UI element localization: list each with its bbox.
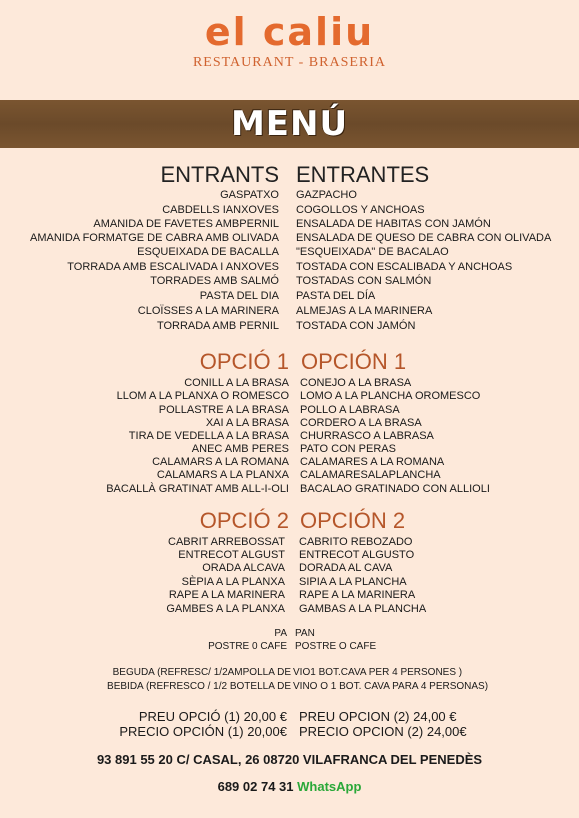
item-catalan: AMANIDA DE FAVETES AMBPERNIL [93, 218, 279, 230]
heading-catalan: OPCIÓ 1 [199, 349, 289, 374]
item-spanish: ENSALADA DE QUESO DE CABRA CON OLIVADA [296, 232, 552, 244]
list-item [0, 561, 579, 575]
mobile-number: 689 02 74 31 [217, 779, 294, 794]
item-catalan: POLLASTRE A LA BRASA [158, 404, 289, 416]
item-spanish: CALAMARES A LA ROMANA [300, 456, 445, 468]
item-spanish: PAN [295, 628, 315, 639]
item-catalan: GAMBES A LA PLANXA [166, 603, 285, 615]
item-spanish: PASTA DEL DÍA [296, 290, 376, 302]
item-spanish: SIPIA A LA PLANCHA [299, 576, 407, 588]
item-spanish: TOSTADA CON ESCALIBADA Y ANCHOAS [296, 261, 513, 273]
list-item [0, 602, 579, 616]
item-catalan: AMANIDA FORMATGE DE CABRA AMB OLIVADA [30, 232, 279, 244]
item-catalan: CONILL A LA BRASA [184, 377, 289, 389]
item-catalan: CALAMARS A LA ROMANA [152, 456, 289, 468]
item-catalan: BEGUDA (REFRESC/ 1/2AMPOLLA DE [112, 667, 291, 678]
option2-heading [0, 508, 579, 534]
item-spanish: BACALAO GRATINADO CON ALLIOLI [300, 483, 490, 495]
item-spanish: LOMO A LA PLANCHA OROMESCO [300, 390, 481, 402]
price-option1: PRECIO OPCIÓN (1) 20,00€ [119, 724, 287, 739]
list-item [0, 403, 579, 417]
item-spanish: VIO1 BOT.CAVA PER 4 PERSONES ) [293, 667, 463, 678]
item-spanish: ENSALADA DE HABITAS CON JAMÓN [296, 218, 491, 230]
price-row [0, 709, 579, 725]
item-spanish: DORADA AL CAVA [299, 562, 393, 574]
item-catalan: TORRADES AMB SALMÓ [150, 275, 279, 287]
item-spanish: COGOLLOS Y ANCHOAS [296, 204, 425, 216]
list-item [0, 376, 579, 390]
price-row [0, 724, 579, 740]
list-item [0, 231, 579, 245]
item-catalan: CALAMARS A LA PLANXA [156, 469, 289, 481]
list-item [0, 680, 579, 694]
item-catalan: CLOÏSSES A LA MARINERA [137, 305, 279, 317]
heading-spanish: ENTRANTES [296, 162, 430, 187]
list-item [0, 468, 579, 482]
item-spanish: GAZPACHO [296, 189, 357, 201]
list-item [0, 442, 579, 456]
list-item [0, 289, 579, 303]
list-item [0, 203, 579, 217]
item-spanish: "ESQUEIXADA" DE BACALAO [296, 246, 449, 258]
item-catalan: TORRADA AMB PERNIL [156, 320, 279, 332]
item-spanish: RAPE A LA MARINERA [299, 589, 416, 601]
list-item [0, 217, 579, 231]
item-catalan: CABRIT ARREBOSSAT [168, 536, 285, 548]
list-item [0, 188, 579, 202]
option1-heading [0, 349, 579, 375]
list-item [0, 416, 579, 430]
item-spanish: PATO CON PERAS [300, 443, 396, 455]
item-spanish: ENTRECOT ALGUSTO [299, 549, 415, 561]
list-item [0, 304, 579, 318]
list-item [0, 429, 579, 443]
item-catalan: ANEC AMB PERES [191, 443, 289, 455]
item-catalan: TORRADA AMB ESCALIVADA I ANXOVES [67, 261, 279, 273]
item-spanish: CALAMARESALAPLANCHA [300, 469, 441, 481]
item-spanish: CORDERO A LA BRASA [300, 417, 422, 429]
item-catalan: SÈPIA A LA PLANXA [181, 576, 285, 588]
item-spanish: ALMEJAS A LA MARINERA [296, 305, 433, 317]
item-catalan: ENTRECOT ALGUST [178, 549, 285, 561]
list-item [0, 627, 579, 641]
item-catalan: BACALLÀ GRATINAT AMB ALL-I-OLI [106, 483, 289, 495]
restaurant-logo [0, 10, 579, 71]
heading-catalan: OPCIÓ 2 [199, 508, 289, 533]
item-catalan: GASPATXO [220, 189, 279, 201]
heading-spanish: OPCIÓN 2 [300, 508, 406, 533]
item-catalan: ORADA ALCAVA [202, 562, 285, 574]
price-option2: PREU OPCION (2) 24,00 € [299, 709, 457, 724]
list-item [0, 535, 579, 549]
whatsapp-label: WhatsApp [297, 779, 362, 794]
list-item [0, 245, 579, 259]
item-spanish: CABRITO REBOZADO [299, 536, 413, 548]
item-spanish: POSTRE O CAFE [295, 641, 377, 652]
list-item [0, 319, 579, 333]
item-spanish: CONEJO A LA BRASA [300, 377, 412, 389]
item-catalan: BEBIDA (REFRESCO / 1/2 BOTELLA DE [107, 681, 291, 692]
item-spanish: TOSTADAS CON SALMÓN [296, 275, 432, 287]
list-item [0, 455, 579, 469]
list-item [0, 548, 579, 562]
menu-banner [0, 100, 579, 148]
list-item [0, 274, 579, 288]
item-spanish: POLLO A LABRASA [300, 404, 400, 416]
menu-title: MENÚ [230, 104, 349, 144]
item-catalan: ESQUEIXADA DE BACALLA [137, 246, 279, 258]
item-catalan: CABDELLS IANXOVES [162, 204, 279, 216]
heading-catalan: ENTRANTS [160, 162, 279, 187]
item-catalan: PASTA DEL DIA [199, 290, 279, 302]
list-item [0, 482, 579, 496]
list-item [0, 575, 579, 589]
item-spanish: VINO O 1 BOT. CAVA PARA 4 PERSONAS) [293, 681, 489, 692]
list-item [0, 588, 579, 602]
list-item [0, 666, 579, 680]
item-spanish: TOSTADA CON JAMÓN [296, 320, 416, 332]
item-catalan: RAPE A LA MARINERA [168, 589, 285, 601]
item-catalan: TIRA DE VEDELLA A LA BRASA [128, 430, 289, 442]
item-catalan: PA [274, 628, 287, 639]
list-item [0, 640, 579, 654]
item-catalan: LLOM A LA PLANXA O ROMESCO [116, 390, 289, 402]
logo-subtitle: RESTAURANT - BRASERIA [192, 55, 387, 70]
list-item [0, 389, 579, 403]
price-option2: PRECIO OPCION (2) 24,00€ [299, 724, 467, 739]
item-spanish: CHURRASCO A LABRASA [300, 430, 434, 442]
contact-address: 93 891 55 20 C/ CASAL, 26 08720 VILAFRANCA DEL PENEDÈS [96, 752, 483, 767]
heading-spanish: OPCIÓN 1 [301, 349, 407, 374]
price-option1: PREU OPCIÓ (1) 20,00 € [138, 709, 287, 724]
contact-phone-line [0, 779, 579, 795]
item-spanish: GAMBAS A LA PLANCHA [299, 603, 427, 615]
logo-name: el caliu [204, 10, 375, 54]
list-item [0, 260, 579, 274]
entrants-heading [0, 162, 579, 188]
item-catalan: POSTRE 0 CAFE [208, 641, 287, 652]
item-catalan: XAI A LA BRASA [205, 417, 289, 429]
